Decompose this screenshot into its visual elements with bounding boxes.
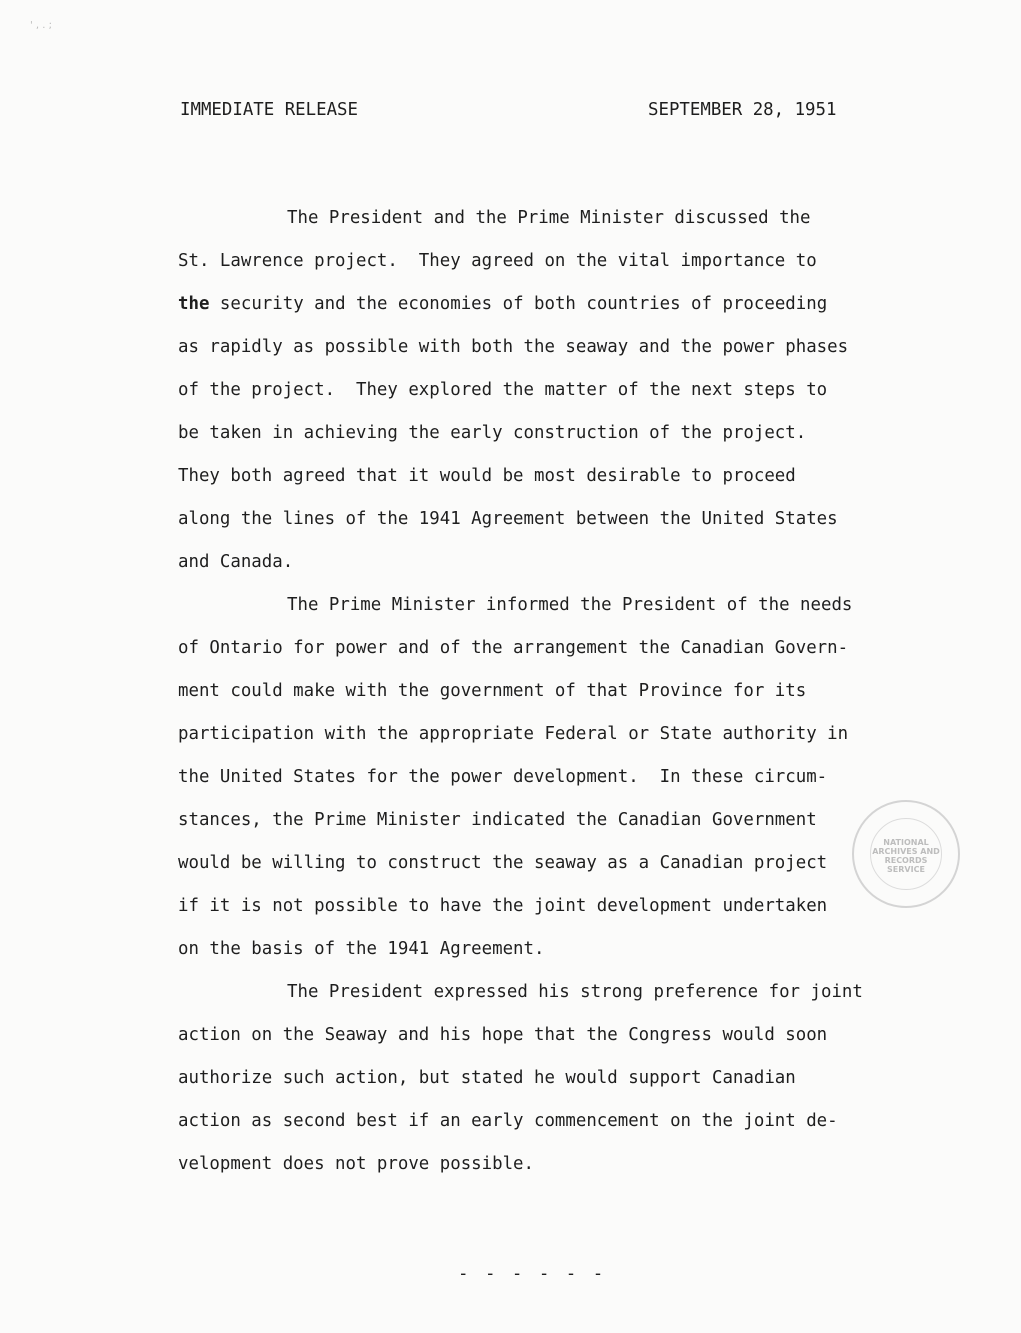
p3-line-5: velopment does not prove possible. (178, 1154, 534, 1174)
release-date: SEPTEMBER 28, 1951 (648, 100, 837, 120)
stamp-line-4: SERVICE (887, 865, 925, 874)
p3-line-2: action on the Seaway and his hope that the Congress would soon (178, 1025, 828, 1045)
stamp-text (854, 838, 958, 874)
bold-word: the (178, 294, 210, 314)
stamp-line-3: RECORDS (884, 856, 928, 865)
p3-line-1: The President expressed his strong preference for joint (287, 982, 863, 1002)
p2-line-2: of Ontario for power and of the arrangement the Canadian Govern- (178, 638, 849, 658)
archives-stamp (852, 800, 960, 908)
p1-line-3-text: security and the economies of both countries of proceeding (219, 294, 828, 314)
p1-line-4: as rapidly as possible with both the seaway and the power phases (178, 337, 849, 357)
p2-line-9: on the basis of the 1941 Agreement. (178, 939, 545, 959)
p1-line-9: and Canada. (178, 552, 294, 572)
p2-line-6: stances, the Prime Minister indicated the Canadian Government (178, 810, 817, 830)
p1-line-6: be taken in achieving the early construction of the project. (178, 423, 807, 443)
p1-line-3 (178, 294, 827, 314)
p1-line-2: St. Lawrence project. They agreed on the vital importance to (178, 251, 817, 271)
margin-marks: ' , . ; (30, 20, 53, 31)
p1-line-5: of the project. They explored the matter of the next steps to (178, 380, 828, 400)
p3-line-4: action as second best if an early commencement on the joint de- (178, 1111, 838, 1131)
p3-line-3: authorize such action, but stated he would support Canadian (178, 1068, 796, 1088)
p1-line-7: They both agreed that it would be most desirable to proceed (178, 466, 796, 486)
p1-line-1: The President and the Prime Minister discussed the (287, 208, 811, 228)
p1-line-8: along the lines of the 1941 Agreement between the United States (178, 509, 838, 529)
p2-line-3: ment could make with the government of that Province for its (178, 681, 807, 701)
stamp-line-1: NATIONAL (883, 838, 929, 847)
p2-line-5: the United States for the power development. In these circum- (178, 767, 828, 787)
release-label: IMMEDIATE RELEASE (180, 100, 358, 120)
p2-line-8: if it is not possible to have the joint development undertaken (178, 896, 828, 916)
p2-line-7: would be willing to construct the seaway as a Canadian project (178, 853, 828, 873)
p2-line-1: The Prime Minister informed the President of the needs (287, 595, 853, 615)
end-mark: - - - - - - (458, 1264, 607, 1284)
p2-line-4: participation with the appropriate Federal or State authority in (178, 724, 849, 744)
stamp-line-2: ARCHIVES AND (872, 847, 940, 856)
